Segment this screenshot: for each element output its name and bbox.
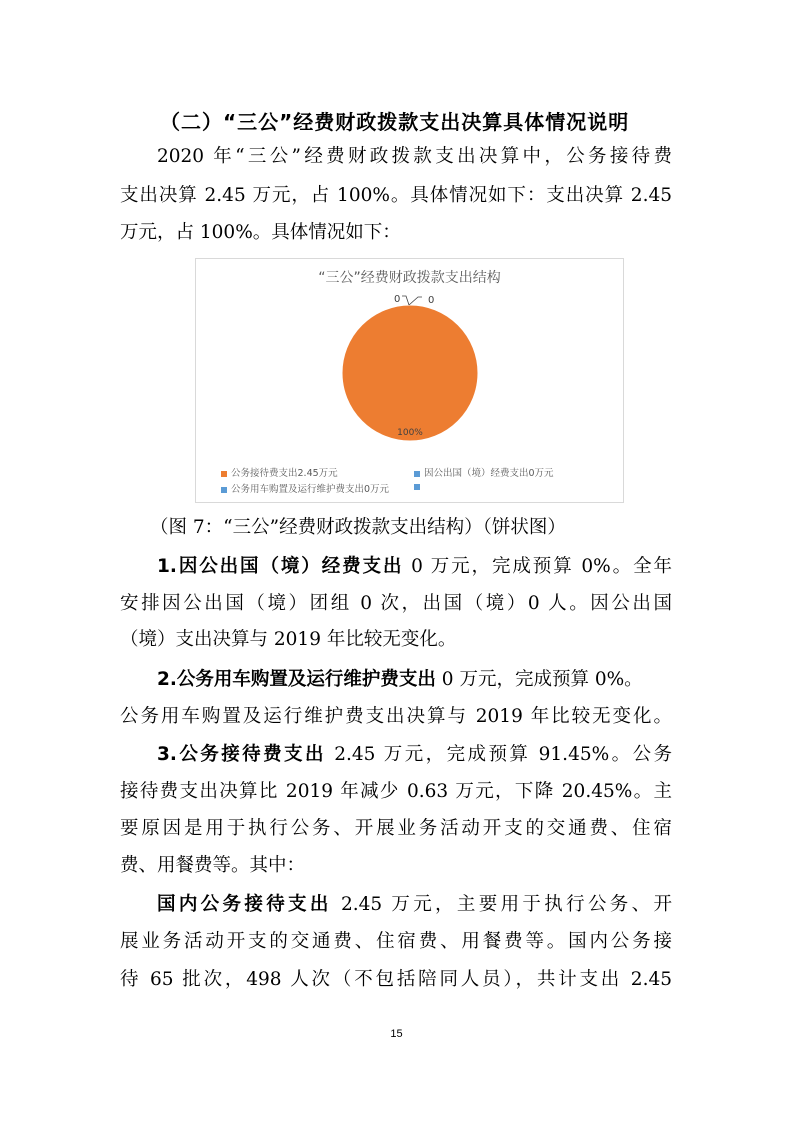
text-line: 展业务活动开支的交通费、住宿费、用餐费等。国内公务接 — [120, 931, 672, 952]
item-title: 1.因公出国（境）经费支出 — [157, 556, 404, 577]
legend-item — [414, 465, 554, 479]
text-line — [157, 555, 672, 579]
pie-slice-reception — [342, 305, 478, 441]
legend-item — [221, 481, 389, 495]
text-line: 接待费支出决算比 2019 年减少 0.63 万元，下降 20.45%。主 — [120, 781, 672, 802]
text-line — [157, 668, 709, 692]
legend-label: 公务用车购置及运行维护费支出0万元 — [231, 484, 390, 495]
leader-line — [409, 297, 422, 305]
legend-item — [221, 465, 338, 479]
item-title: 国内公务接待支出 — [157, 894, 332, 915]
item-text: 2.45 万元，完成预算 91.45%。公务 — [325, 744, 673, 765]
item-title: 3.公务接待费支出 — [157, 744, 326, 765]
chart-title: “三公”经费财政拨款支出结构 — [318, 270, 501, 286]
legend-swatch — [414, 471, 420, 477]
data-label: 0 — [428, 295, 435, 306]
text-line: 安排因公出国（境）团组 0 次，出国（境）0 人。因公出国 — [120, 593, 672, 614]
text-line: 待 65 批次，498 人次（不包括陪同人员），共计支出 2.45 — [120, 969, 672, 990]
legend-label: 因公出国（境）经费支出0万元 — [424, 468, 554, 479]
text-line — [157, 743, 672, 767]
legend-swatch — [221, 487, 227, 493]
text-line: 要原因是用于执行公务、开展业务活动开支的交通费、住宿 — [120, 818, 672, 839]
leader-line — [402, 296, 409, 305]
item-text: 0 万元，完成预算 0%。 — [435, 669, 643, 690]
page-number: 15 — [390, 1028, 403, 1040]
item-text: 2.45 万元，主要用于执行公务、开 — [331, 894, 672, 915]
data-label: 100% — [397, 428, 423, 438]
figure-caption: （图 7：“三公”经费财政拨款支出结构）（饼状图） — [150, 517, 566, 538]
legend-swatch — [221, 471, 227, 477]
item-text: 0 万元，完成预算 0%。全年 — [403, 556, 672, 577]
legend-item — [414, 481, 424, 492]
text-line: 公务用车购置及运行维护费支出决算与 2019 年比较无变化。 — [120, 706, 672, 727]
legend-swatch — [414, 484, 420, 490]
text-line: 万元，占 100%。具体情况如下： — [120, 222, 401, 243]
text-line — [157, 893, 672, 917]
pie-chart — [195, 258, 624, 503]
text-line: 2020 年“三公”经费财政拨款支出决算中，公务接待费 — [157, 146, 672, 167]
legend-label: 公务接待费支出2.45万元 — [231, 468, 338, 479]
text-line: 费、用餐费等。其中： — [120, 855, 306, 876]
text-line: （境）支出决算与 2019 年比较无变化。 — [120, 629, 457, 650]
section-heading: （二）“三公”经费财政拨款支出决算具体情况说明 — [160, 110, 630, 134]
data-label: 0 — [394, 294, 401, 305]
text-line: 支出决算 2.45 万元，占 100%。具体情况如下：支出决算 2.45 — [120, 185, 672, 206]
item-title: 2.公务用车购置及运行维护费支出 — [157, 669, 436, 690]
